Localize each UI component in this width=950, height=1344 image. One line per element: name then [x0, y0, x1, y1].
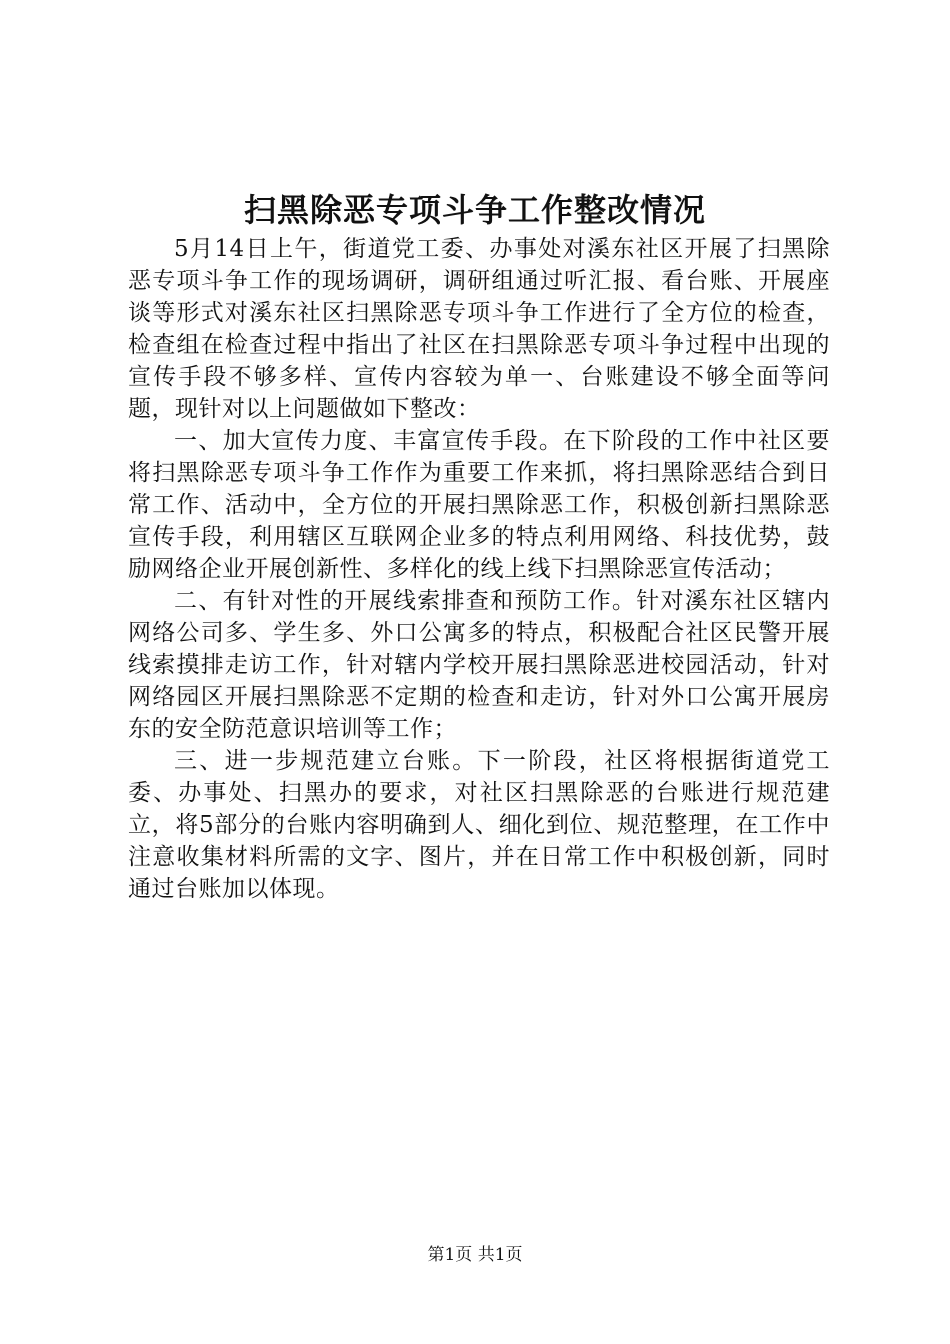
- paragraph-intro: 5月14日上午，街道党工委、办事处对溪东社区开展了扫黑除恶专项斗争工作的现场调研，调研组通过听汇报、看台账、开展座谈等形式对溪东社区扫黑除恶专项斗争工作进行了全方位的检查，检查组在检查过程中指出了社区在扫黑除恶专项斗争过程中出现的宣传手段不够多样、宣传内容较为单一、台账建设不够全面等问题，现针对以上问题做如下整改：: [128, 236, 830, 422]
- paragraph-item-1: 一、加大宣传力度、丰富宣传手段。在下阶段的工作中社区要将扫黑除恶专项斗争工作作为重要工作来抓，将扫黑除恶结合到日常工作、活动中，全方位的开展扫黑除恶工作，积极创新扫黑除恶宣传手段，利用辖区互联网企业多的特点利用网络、科技优势，鼓励网络企业开展创新性、多样化的线上线下扫黑除恶宣传活动；: [128, 428, 830, 582]
- document-title: 扫黑除恶专项斗争工作整改情况: [243, 191, 706, 229]
- paragraph-item-2: 二、有针对性的开展线索排查和预防工作。针对溪东社区辖内网络公司多、学生多、外口公寓多的特点，积极配合社区民警开展线索摸排走访工作，针对辖内学校开展扫黑除恶进校园活动，针对网络园区开展扫黑除恶不定期的检查和走访，针对外口公寓开展房东的安全防范意识培训等工作；: [128, 588, 830, 742]
- paragraph-item-3: 三、进一步规范建立台账。下一阶段，社区将根据街道党工委、办事处、扫黑办的要求，对社区扫黑除恶的台账进行规范建立，将5部分的台账内容明确到人、细化到位、规范整理，在工作中注意收集材料所需的文字、图片，并在日常工作中积极创新，同时通过台账加以体现。: [128, 748, 830, 902]
- document-body: [128, 233, 830, 905]
- page-footer: 第1页 共1页: [427, 1245, 523, 1265]
